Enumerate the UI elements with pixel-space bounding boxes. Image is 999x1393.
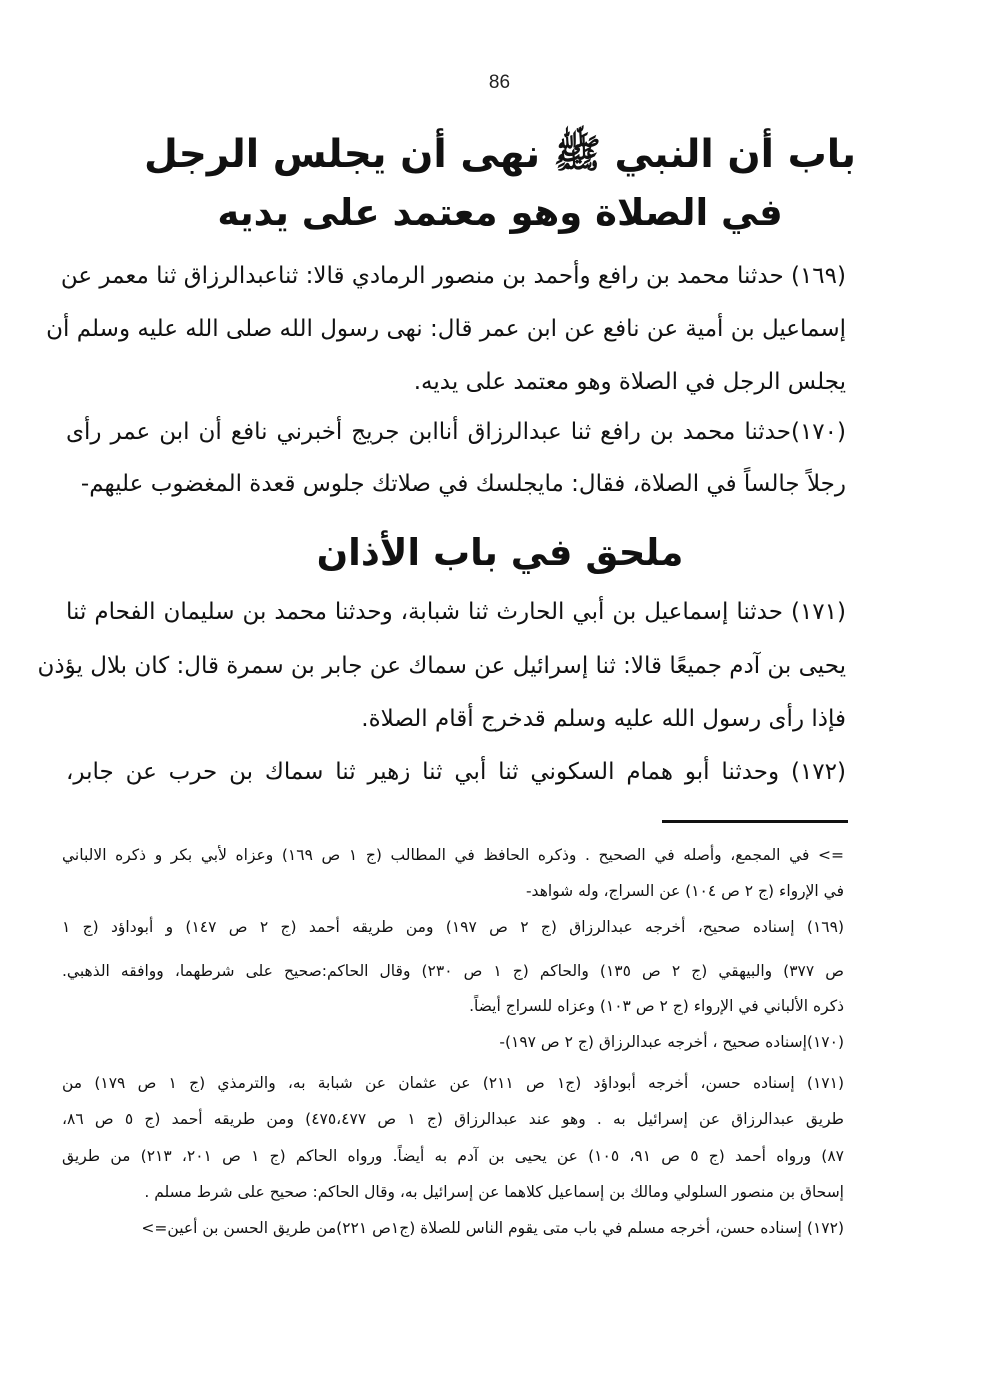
hadith-170-line-2: رجلاً جالساً في الصلاة، فقال: مايجلسك في صلاتك جلوس قعدة المغضوب عليهم- [80, 471, 846, 497]
footnote-line: ٨٧) ورواه أحمد (ج ٥ ص ٩١، ١٠٥) عن يحيى بن آدم به أيضاً. ورواه الحاكم (ج ١ ص ٢٠١، ٢١٣) من طريق [62, 1147, 845, 1165]
page-number: 86 [488, 72, 511, 93]
hadith-171-line-3: فإذا رأى رسول الله عليه وسلم قدخرج أقام الصلاة. [361, 706, 846, 732]
section-heading: ملحق في باب الأذان [316, 531, 684, 574]
footnote-line: في الإرواء (ج ٢ ص ١٠٤) عن السراج، وله شواهد- [525, 882, 844, 900]
hadith-169-line-1: (١٦٩) حدثنا محمد بن رافع وأحمد بن منصور الرمادي قالا: ثناعبدالرزاق ثنا معمر عن [60, 263, 846, 289]
footnote-line: (١٧١) إسناده حسن، أخرجه أبوداؤد (ج١ ص ٢١١) عن عثمان عن شبابة به، والترمذي (ج ١ ص ١٧٩) من [62, 1074, 845, 1092]
footnote-line: ص ٣٧٧) والبيهقي (ج ٢ ص ١٣٥) والحاكم (ج ١ ص ٢٣٠) وقال الحاكم:صحيح على شرطهما، ووافقه الذهبي. [62, 962, 845, 980]
hadith-171-line-2: يحيى بن آدم جميعًا قالا: ثنا إسرائيل عن سماك عن جابر بن سمرة قال: كان بلال يؤذن [37, 653, 846, 679]
footnote-separator [662, 820, 848, 823]
hadith-171-line-1: (١٧١) حدثنا إسماعيل بن أبي الحارث ثنا شبابة، وحدثنا محمد بن سليمان الفحام ثنا [66, 599, 846, 625]
hadith-170-line-1: (١٧٠)حدثنا محمد بن رافع ثنا عبدالرزاق أناابن جريج أخبرني نافع أن ابن عمر رأى [66, 419, 846, 445]
footnote-line: (١٧٢) إسناده حسن، أخرجه مسلم في باب متى يقوم الناس للصلاة (ج١ص ٢٢١)من طريق الحسن بن أعين=> [141, 1219, 844, 1237]
chapter-title-line-2: في الصلاة وهو معتمد على يديه [217, 191, 783, 234]
hadith-172-line-1: (١٧٢) وحدثنا أبو همام السكوني ثنا أبي ثنا زهير ثنا سماك بن حرب عن جابر، [66, 759, 846, 785]
hadith-169-line-2: إسماعيل بن أمية عن نافع عن ابن عمر قال: نهى رسول الله صلى الله عليه وسلم أن [46, 316, 846, 342]
chapter-title-line-1: باب أن النبي ﷺ نهى أن يجلس الرجل [143, 132, 857, 177]
footnote-line: طريق عبدالرزاق عن إسرائيل به . وهو عند عبدالرزاق (ج ١ ص ٤٧٥،٤٧٧) ومن طريقه أحمد (ج ٥ ص ٨٦، [62, 1110, 845, 1128]
footnote-line: => في المجمع، وأصله في الصحيح . وذكره الحافظ في المطالب (ج ١ ص ١٦٩) وعزاه لأبي بكر و ذكره الالباني [62, 846, 845, 864]
footnote-line: (١٦٩) إسناده صحيح، أخرجه عبدالرزاق (ج ٢ ص ١٩٧) ومن طريقه أحمد (ج ٢ ص ١٤٧) و أبوداؤد (ج ١ [62, 918, 845, 936]
hadith-169-line-3: يجلس الرجل في الصلاة وهو معتمد على يديه. [413, 369, 846, 395]
footnote-line: ذكره الألباني في الإرواء (ج ٢ ص ١٠٣) وعزاه للسراج أيضاً. [469, 997, 844, 1015]
footnote-line: إسحاق بن منصور السلولي ومالك بن إسماعيل كلاهما عن إسرائيل به، وقال الحاكم: صحيح على شرط مسلم . [144, 1183, 844, 1201]
footnote-line: (١٧٠)إسناده صحيح ، أخرجه عبدالرزاق (ج ٢ ص ١٩٧)- [499, 1033, 844, 1051]
